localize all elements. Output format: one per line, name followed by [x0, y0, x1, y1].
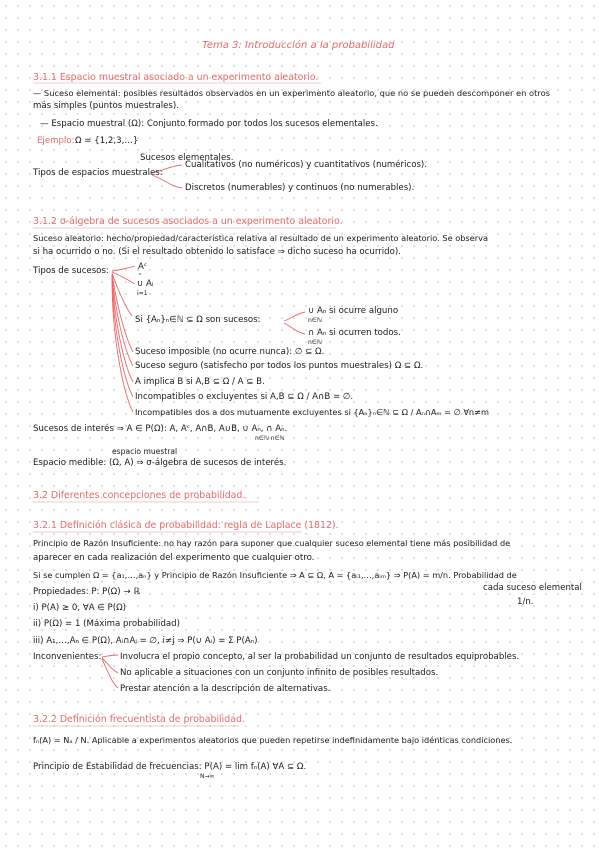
ejemplo-note: Sucesos elementales. — [140, 153, 234, 163]
estabilidad-frecuencias-sub: N→∞ — [200, 773, 215, 780]
tipo-interseccion-familia-sub: n∈ℕ — [308, 339, 322, 346]
suceso-aleatorio-line-1: Suceso aleatorio: hecho/propiedad/característica relativa al resultado de un experimento aleatorio. Se observa — [33, 233, 488, 243]
propiedad-3: iii) A₁,…,Aₙ ∈ P(Ω), Aᵢ∩Aⱼ = ∅, i≠j ⇒ P(∪ Aᵢ) = Σ P(Aₙ) — [33, 636, 258, 646]
sucesos-de-interes-sub: n∈ℕ n∈ℕ — [255, 435, 285, 442]
propiedades-label: Propiedades: P: P(Ω) → ℝ — [33, 587, 141, 597]
regla-laplace: Si se cumplen Ω = {a₁,…,aₙ} y Principio de Razón Insuficiente ⇒ A ⊆ Ω, A = {aᵢ₁,…,aᵢₘ} ⇒ P(A) = m/n. Probabilidad de — [33, 570, 517, 580]
heading-3-1-2: 3.1.2 σ-álgebra de sucesos asociados a un experimento aleatorio. — [33, 216, 343, 227]
inconveniente-1: Involucra el propio concepto, al ser la probabilidad un conjunto de resultados equiprobables. — [120, 652, 520, 662]
implica: A implica B si A,B ⊆ Ω / A ⊆ B. — [135, 377, 265, 387]
inconvenientes-label: Inconvenientes: — [33, 652, 102, 662]
heading-3-2-2: 3.2.2 Definición frecuentista de probabilidad. — [33, 714, 245, 725]
suceso-elemental-line-2: más simples (puntos muestrales). — [33, 101, 179, 111]
suceso-seguro: Suceso seguro (satisfecho por todos los puntos muestrales) Ω ⊆ Ω. — [135, 361, 424, 371]
espacio-muestral-def: — Espacio muestral (Ω): Conjunto formado por todos los sucesos elementales. — [40, 119, 378, 129]
tipo-union-familia: ∪ Aₙ si ocurre alguno — [308, 306, 399, 316]
heading-3-2-1: 3.2.1 Definición clásica de probabilidad: regla de Laplace (1812). — [33, 520, 339, 531]
probabilidad-elemental: cada suceso elemental — [483, 583, 582, 593]
tipo-familia-condicion: Si {Aₙ}ₙ∈ℕ ⊆ Ω son sucesos: — [135, 315, 261, 325]
tipo-union-familia-sub: n∈ℕ — [308, 317, 322, 324]
tipo-complemento: Aᶜ — [138, 262, 148, 272]
espacio-muestral-annotation: espacio muestral — [112, 447, 178, 456]
heading-3-2: 3.2 Diferentes concepciones de probabilidad. — [33, 490, 246, 501]
razon-insuficiente-line-2: aparecer en cada realización del experimento que cualquier otro. — [33, 553, 315, 563]
tipo-espacio-2: Discretos (numerables) y continuos (no numerables). — [185, 183, 415, 193]
tipos-espacios-label: Tipos de espacios muestrales: — [33, 168, 163, 178]
tipo-union-sub: i=1 — [137, 290, 148, 297]
tipo-union: ∪ Aᵢ — [137, 279, 154, 289]
incompatibles: Incompatibles o excluyentes si A,B ⊆ Ω / A∩B = ∅. — [135, 392, 354, 402]
suceso-imposible: Suceso imposible (no ocurre nunca): ∅ ⊆ Ω. — [135, 347, 325, 357]
propiedad-1: i) P(A) ≥ 0, ∀A ∈ P(Ω) — [33, 603, 126, 613]
inconveniente-2: No aplicable a situaciones con un conjunto infinito de posibles resultados. — [120, 668, 439, 678]
inconveniente-3: Prestar atención a la descripción de alternativas. — [120, 684, 331, 694]
probabilidad-elemental-valor: 1/n. — [517, 597, 534, 607]
tipos-sucesos-label: Tipos de sucesos: — [33, 266, 109, 276]
incompatibles-dos-a-dos: Incompatibles dos a dos mutuamente excluyentes si {Aₙ}ₙ∈ℕ ⊆ Ω / Aₙ∩Aₘ = ∅ ∀n≠m — [135, 407, 489, 417]
suceso-aleatorio-line-2: si ha ocurrido o no. (Si el resultado obtenido lo satisface ⇒ dicho suceso ha ocurrido). — [33, 247, 401, 257]
estabilidad-frecuencias: Principio de Estabilidad de frecuencias: P(A) = lim fₙ(A) ∀A ⊆ Ω. — [33, 762, 307, 772]
espacio-medible: Espacio medible: (Ω, A) ⇒ σ-álgebra de sucesos de interés. — [33, 458, 287, 468]
tipo-interseccion-familia: ∩ Aₙ si ocurren todos. — [308, 328, 401, 338]
ejemplo-expr: Ω = {1,2,3,…} — [75, 136, 139, 146]
tipo-espacio-1: Cualitativos (no numéricos) y cuantitativos (numéricos). — [185, 160, 428, 170]
heading-3-1-1: 3.1.1 Espacio muestral asociado a un experimento aleatorio. — [33, 72, 319, 83]
tipo-union-sup: ⁿ — [139, 272, 142, 279]
ejemplo-label: Ejemplo: — [37, 136, 75, 146]
sucesos-de-interes: Sucesos de interés ⇒ A ∈ P(Ω): A, Aᶜ, A∩B, A∪B, ∪ Aₙ, ∩ Aₙ. — [33, 424, 288, 434]
page-title: Tema 3: Introducción a la probabilidad — [202, 40, 395, 51]
razon-insuficiente-line-1: Principio de Razón Insuficiente: no hay razón para suponer que cualquier suceso elemental tiene más posibilidad de — [33, 538, 511, 548]
propiedad-2: ii) P(Ω) = 1 (Máxima probabilidad) — [33, 619, 180, 629]
suceso-elemental-line-1: — Suceso elemental: posibles resultados observados en un experimento aleatorio, que no se pueden descomponer en otros — [33, 88, 550, 98]
frecuencia-relativa: fₙ(A) = Nₐ / N. Aplicable a experimentos aleatorios que pueden repetirse indefinidamente bajo idénticas condiciones. — [33, 735, 513, 745]
